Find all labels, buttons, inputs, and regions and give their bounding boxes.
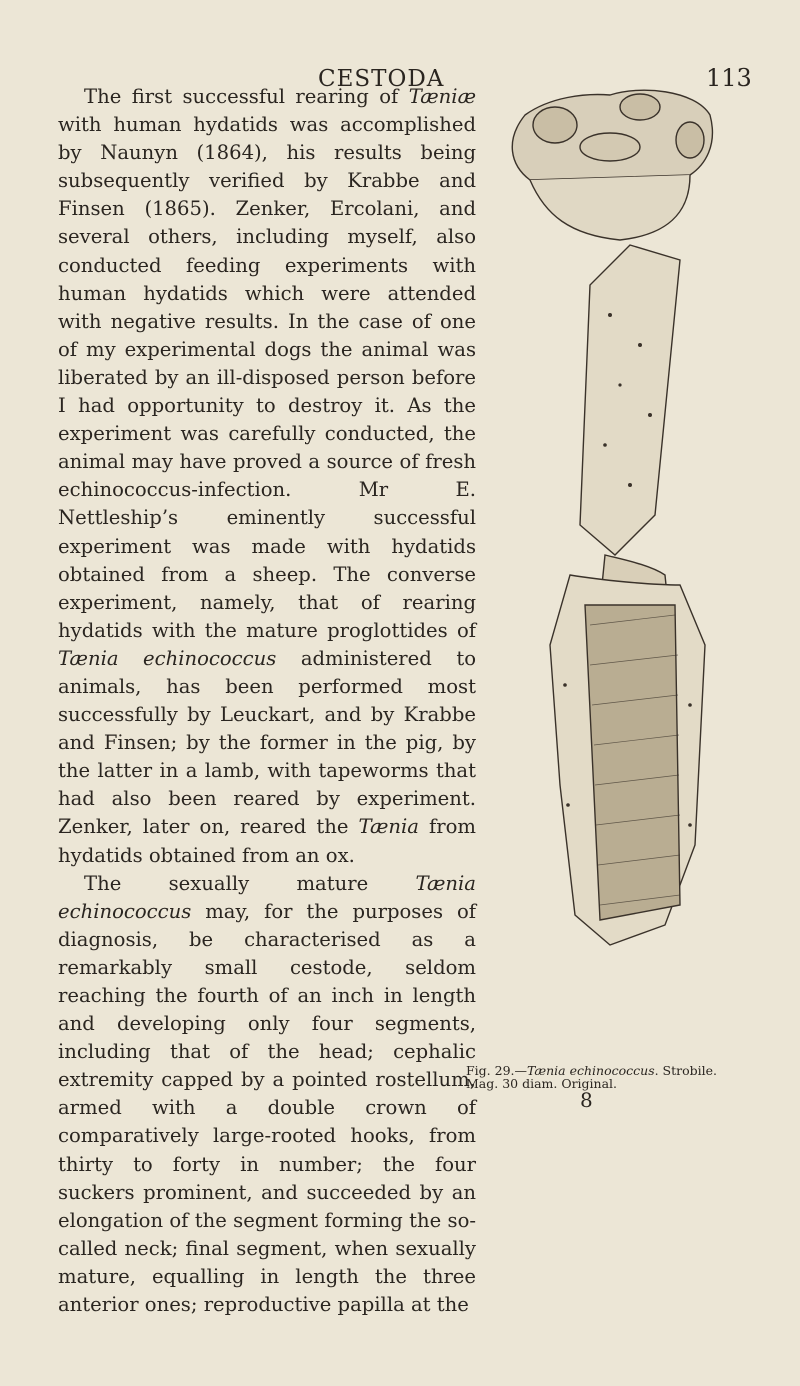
tapeworm-strobile-illustration <box>490 85 720 1065</box>
body-text <box>58 83 476 1319</box>
text-run: from hydatids obtained from an ox. <box>58 815 477 867</box>
page-number: 113 <box>706 64 752 92</box>
italic-term: Tænia echinococcus <box>58 871 476 923</box>
caption-species: Tænia echinococcus <box>527 1063 655 1078</box>
text-run: with human hydatids was accomplished by Naunyn (1864), his results being subsequently verified by Krabbe and Finsen (1865). Zenker, Ercolani, and several others, including myself, also conducted feeding experiments with human hydatids which were attended with negative results. In the case of one of my experimental dogs the animal was liberated by an ill-disposed person before I had opportunity to destroy it. As the experiment was carefully conducted, the animal may have proved a source of fresh echinococcus-infection. Mr E. Nettleship’s eminently successful experiment was made with hydatids obtained from a sheep. The converse experiment, namely, that of rearing hydatids with the mature proglottides of <box>58 113 476 642</box>
italic-term: Tæniæ <box>408 85 476 108</box>
running-head-title: CESTODA <box>318 66 445 92</box>
caption-rest: . Strobile. Mag. 30 diam. Original. <box>466 1063 718 1091</box>
figure-scale-number: 8 <box>580 1088 593 1112</box>
italic-term: Tænia echinococcus <box>58 646 277 670</box>
caption-prefix: Fig. 29.— <box>466 1063 527 1078</box>
text-run: administered to animals, has been performed most successfully by Leuckart, and by Krabbe and Finsen; by the former in the pig, by the latter in a lamb, with tapeworms that had also been reared by experiment. Zenker, later on, reared the <box>58 646 476 839</box>
figure-caption <box>466 1064 730 1090</box>
text-run: may, for the purposes of diagnosis, be characterised as a remarkably small cestode, seldom reaching the fourth of an inch in length and developing only four segments, including that of the head; cephalic extremity capped by a pointed rostellum, armed with a double crown of comparatively large-rooted hooks, from thirty to forty in number; the four suckers prominent, and succeeded by an elongation of the segment forming the so-called neck; final segment, when sexually mature, equalling in length the three anterior ones; reproductive papilla at the <box>58 899 476 1317</box>
paragraph-1 <box>58 83 476 870</box>
paragraph-2 <box>58 870 476 1320</box>
text-run: The first successful rearing of <box>84 85 409 108</box>
text-run: The sexually mature <box>84 871 416 895</box>
figure-taenia-echinococcus <box>490 85 720 1085</box>
italic-term: Tænia <box>358 815 419 839</box>
